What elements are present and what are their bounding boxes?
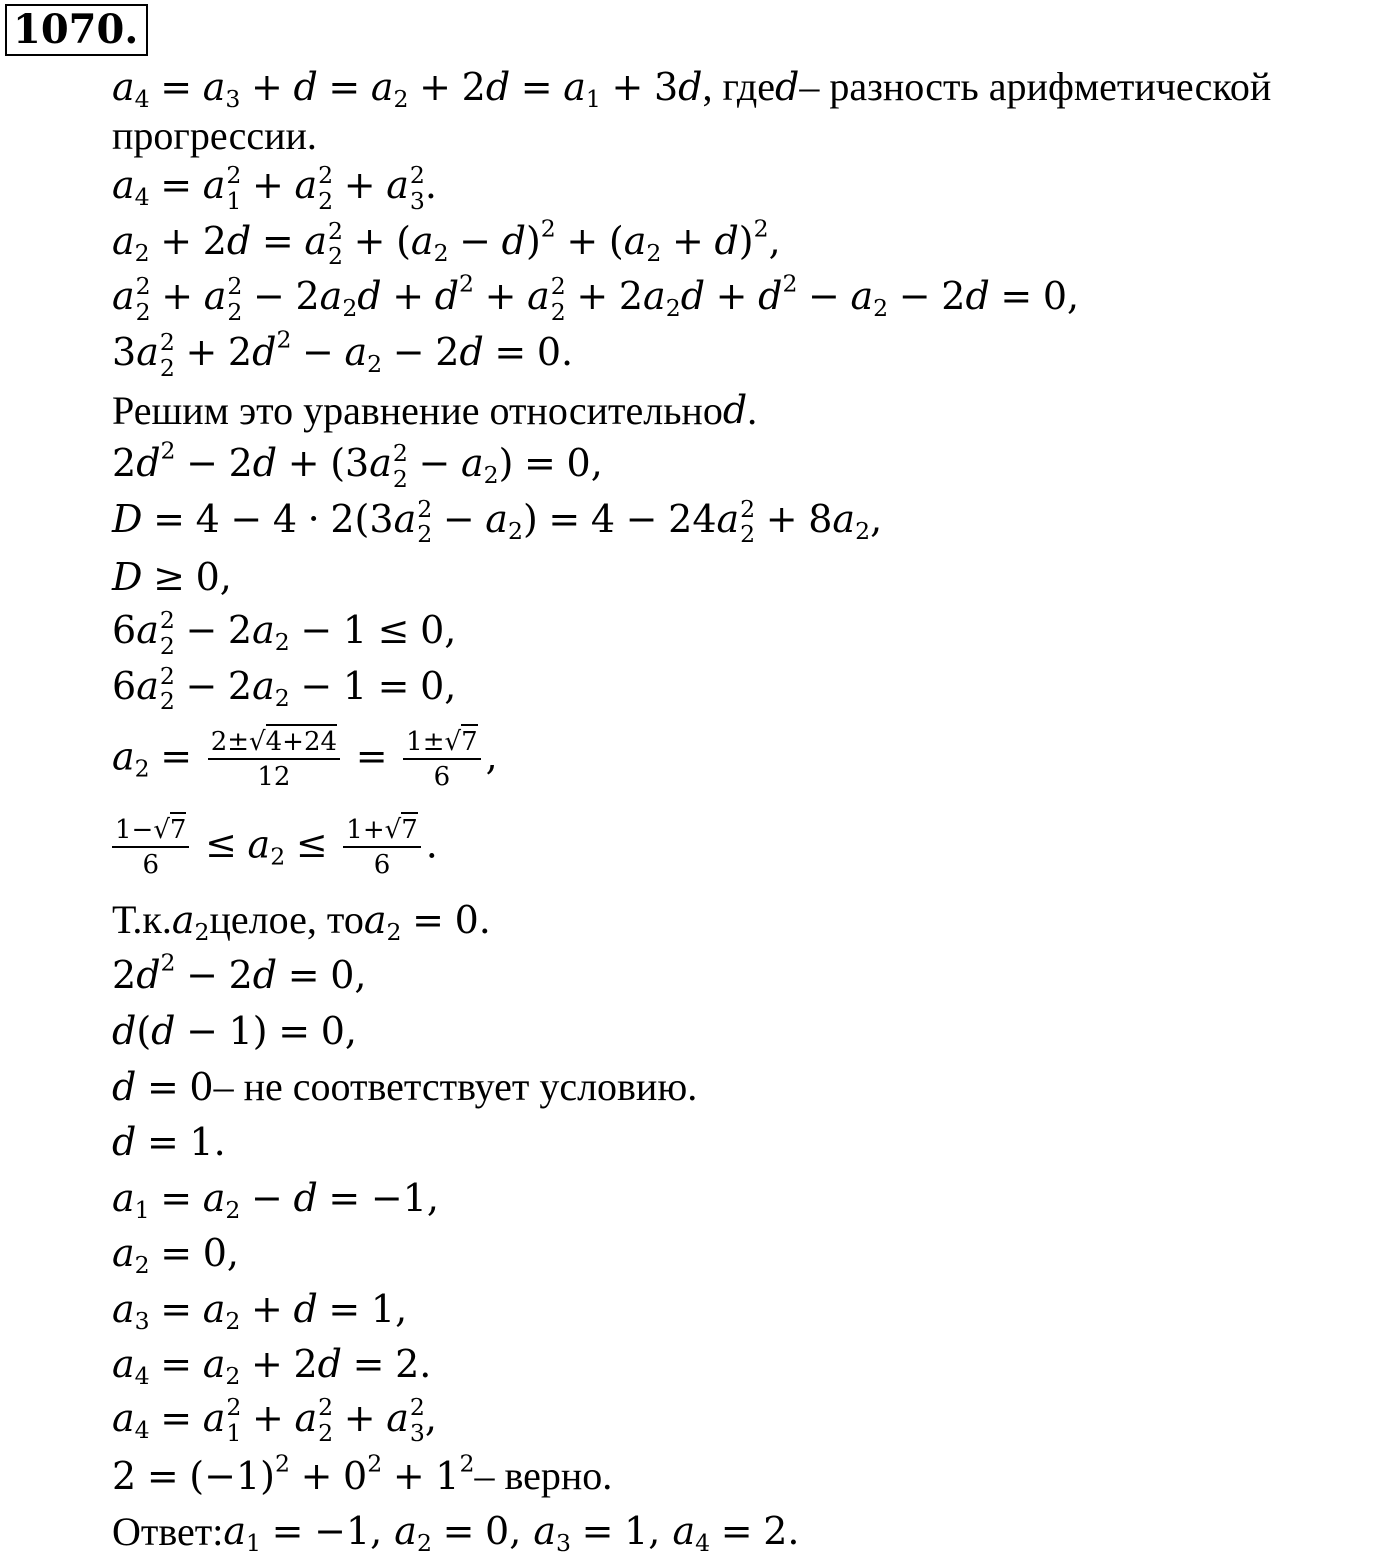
solution-line-4: $a_2 + 2d = a$ 2 2 + $(a_2 - d)^2 + (a_2 + d)^2$, bbox=[112, 214, 781, 271]
text-answer: Ответ: bbox=[112, 1508, 224, 1554]
text-progression: прогрессии. bbox=[112, 113, 317, 158]
solution-line-26: Ответ: $a_1 = -1$, $a_2 = 0$, $a_3 = 1$, $a_4 = 2$. bbox=[112, 1508, 800, 1558]
text-solve-for: Решим это уравнение относительно bbox=[112, 387, 723, 433]
solution-line-6: 3a 2 2 + $2d^2 - a_2 - 2d = 0$. bbox=[112, 325, 574, 382]
solution-line-9: D = 4 − 4 · 2(3a 2 2 − $a_2) = 4 - 24a$ 2 2 + $8a_2$, bbox=[112, 494, 883, 549]
solution-line-5: a 2 2 + a 2 2 − $2a_2d + d^2 + a$ 2 2 + $2a_2d + d^2 - a_2 - 2d = 0$, bbox=[112, 269, 1080, 327]
solution-line-24: $a_4 = a$ 2 1 + a 2 2 + a 2 3 , bbox=[112, 1393, 437, 1448]
solution-line-18: d = 0 – не соответствует условию. bbox=[112, 1064, 698, 1110]
fraction: $\frac{1+√7}{6}$ bbox=[343, 816, 420, 880]
solution-line-16: $2d^2 - 2d = 0$, bbox=[112, 948, 367, 998]
solution-line-14: $\frac{1-√7}{6}$ ≤ $a_2$ ≤ $\frac{1+√7}{6}$ . bbox=[112, 804, 1397, 892]
solution-line-22: $a_3 = a_2 + d = 1$, bbox=[112, 1286, 408, 1335]
text-where-d: , где bbox=[702, 64, 776, 109]
problem-number: 1070. bbox=[5, 4, 148, 56]
solution-line-25: $2 = (-1)^2 + 0^2 + 1^2$ – верно. bbox=[112, 1449, 613, 1499]
text-since: Т.к. bbox=[112, 897, 172, 943]
text-integer-then: целое, то bbox=[209, 897, 364, 943]
solution-line-17: d(d − 1) = 0, bbox=[112, 1008, 357, 1053]
fraction: $\frac{1\pm√7}{6}$ bbox=[403, 728, 480, 792]
solution-line-11: 6a 2 2 − $2a_2 - 1 \le 0$, bbox=[112, 605, 457, 660]
solution-line-20: $a_1 = a_2 - d = -1$, bbox=[112, 1175, 439, 1224]
solution-line-15: Т.к. $a_2$ целое, то $a_2 = 0$. bbox=[112, 897, 491, 946]
solution-line-13: $a_2$ = $\frac{2\pm√4+24}{12}$ = $\frac{1\pm√7}{6}$ , bbox=[112, 716, 1397, 804]
solution-line-19: d = 1. bbox=[112, 1120, 226, 1165]
solution-line-2 bbox=[112, 111, 1397, 160]
solution-line-12: 6a 2 2 − $2a_2 - 1 = 0$, bbox=[112, 661, 457, 716]
text-correct: – верно. bbox=[474, 1453, 613, 1499]
solution-body bbox=[112, 62, 1397, 1559]
text-not-match: – не соответствует условию. bbox=[213, 1064, 698, 1110]
solution-line-10: D ≥ 0, bbox=[112, 554, 232, 599]
solution-line-23: $a_4 = a_2 + 2d = 2$. bbox=[112, 1342, 432, 1391]
fraction: $\frac{2\pm√4+24}{12}$ bbox=[208, 728, 340, 792]
text-difference: – разность арифметической bbox=[799, 64, 1272, 109]
fraction: $\frac{1-√7}{6}$ bbox=[112, 816, 189, 880]
solution-line-1: $a_4 = a_3 + d = a_2 + 2d = a_1 + 3d$ , где d – разность арифметической bbox=[112, 64, 1272, 113]
solution-line-8: $2d^2 - 2d + (3a$ 2 2 − $a_2) = 0$, bbox=[112, 436, 603, 493]
solution-line-3: $a_4 = a$ 2 1 + a 2 2 + a 2 3 . bbox=[112, 161, 437, 215]
solution-line-21: $a_2 = 0$, bbox=[112, 1231, 239, 1280]
solution-line-7: Решим это уравнение относительно d . bbox=[112, 387, 758, 433]
